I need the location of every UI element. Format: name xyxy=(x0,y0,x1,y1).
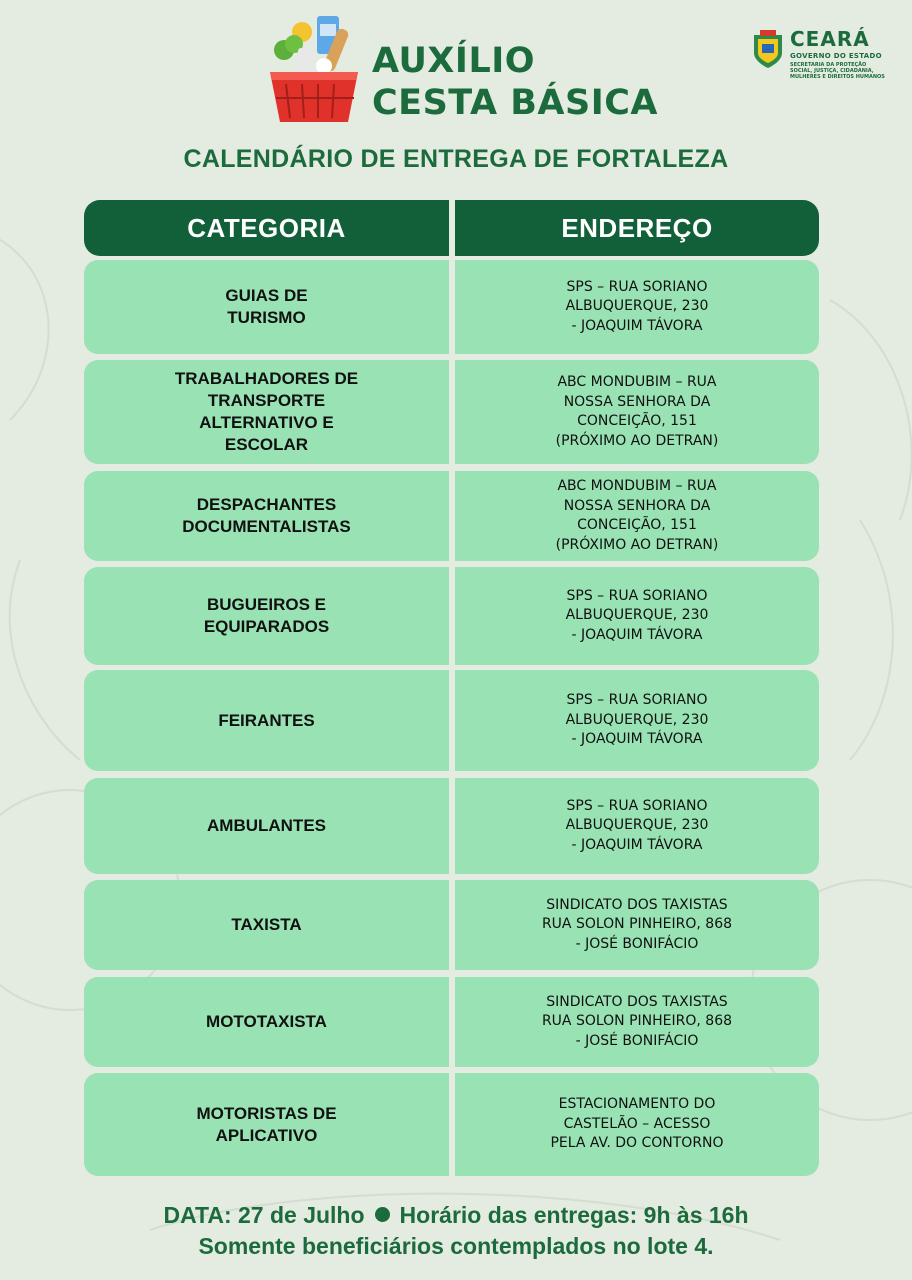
table-row xyxy=(84,977,819,1067)
address-cell: SPS – RUA SORIANO ALBUQUERQUE, 230 - JOAQUIM TÁVORA xyxy=(455,778,819,874)
category-text: GUIAS DE TURISMO xyxy=(225,286,308,327)
table-row xyxy=(84,880,819,970)
table-row xyxy=(84,360,819,464)
category-text: FEIRANTES xyxy=(218,710,315,730)
address-cell: SPS – RUA SORIANO ALBUQUERQUE, 230 - JOAQUIM TÁVORA xyxy=(455,260,819,354)
category-cell xyxy=(84,260,449,354)
table-row xyxy=(84,260,819,354)
footer xyxy=(0,1200,912,1262)
footer-note: Somente beneficiários contemplados no lote 4. xyxy=(198,1233,714,1259)
title-block xyxy=(372,40,658,124)
logo-name: CEARÁ xyxy=(790,27,870,51)
table-row xyxy=(84,1073,819,1176)
category-text: MOTORISTAS DE APLICATIVO xyxy=(196,1103,337,1145)
title-line-1: AUXÍLIO xyxy=(372,41,536,81)
delivery-date: DATA: 27 de Julho xyxy=(163,1202,365,1228)
category-text: TRABALHADORES DE TRANSPORTE ALTERNATIVO E ESCOLAR xyxy=(174,369,359,454)
table-row xyxy=(84,471,819,561)
category-cell xyxy=(84,471,449,561)
state-emblem-icon xyxy=(752,29,784,69)
delivery-hours: Horário das entregas: 9h às 16h xyxy=(399,1202,749,1228)
header-category: CATEGORIA xyxy=(84,200,449,256)
address-cell: ESTACIONAMENTO DO CASTELÃO – ACESSO PELA AV. DO CONTORNO xyxy=(455,1073,819,1176)
logo-secretariat: SECRETARIA DA PROTEÇÃO SOCIAL, JUSTIÇA, CIDADANIA, MULHERES E DIREITOS HUMANOS xyxy=(790,62,885,80)
address-cell: ABC MONDUBIM – RUA NOSSA SENHORA DA CONCEIÇÃO, 151 (PRÓXIMO AO DETRAN) xyxy=(455,360,819,464)
category-cell xyxy=(84,1073,449,1176)
category-text: MOTOTAXISTA xyxy=(206,1012,327,1031)
address-cell: ABC MONDUBIM – RUA NOSSA SENHORA DA CONCEIÇÃO, 151 (PRÓXIMO AO DETRAN) xyxy=(455,471,819,561)
address-cell: SINDICATO DOS TAXISTAS RUA SOLON PINHEIRO, 868 - JOSÉ BONIFÁCIO xyxy=(455,880,819,970)
table-row xyxy=(84,670,819,771)
address-cell: SPS – RUA SORIANO ALBUQUERQUE, 230 - JOAQUIM TÁVORA xyxy=(455,567,819,665)
bullet-dot-icon xyxy=(375,1207,390,1222)
table-header xyxy=(84,200,819,256)
category-text: TAXISTA xyxy=(231,915,302,934)
category-text: BUGUEIROS E EQUIPARADOS xyxy=(203,595,330,636)
logo-government: GOVERNO DO ESTADO xyxy=(790,52,882,60)
category-cell xyxy=(84,360,449,464)
address-cell: SINDICATO DOS TAXISTAS RUA SOLON PINHEIRO, 868 - JOSÉ BONIFÁCIO xyxy=(455,977,819,1067)
address-cell: SPS – RUA SORIANO ALBUQUERQUE, 230 - JOAQUIM TÁVORA xyxy=(455,670,819,771)
category-cell xyxy=(84,670,449,771)
category-cell xyxy=(84,778,449,874)
table-row xyxy=(84,567,819,665)
category-text: DESPACHANTES DOCUMENTALISTAS xyxy=(182,495,351,536)
header-address: ENDEREÇO xyxy=(455,200,819,256)
food-basket-icon xyxy=(262,14,366,130)
category-cell xyxy=(84,977,449,1067)
page-subtitle: CALENDÁRIO DE ENTREGA DE FORTALEZA xyxy=(183,145,729,173)
footer-line-1 xyxy=(0,1200,912,1231)
table-row xyxy=(84,778,819,874)
category-text: AMBULANTES xyxy=(207,816,326,835)
title-line-2: CESTA BÁSICA xyxy=(372,83,658,123)
schedule-table xyxy=(84,200,819,1152)
category-cell xyxy=(84,567,449,665)
category-cell xyxy=(84,880,449,970)
government-logo xyxy=(752,27,892,87)
